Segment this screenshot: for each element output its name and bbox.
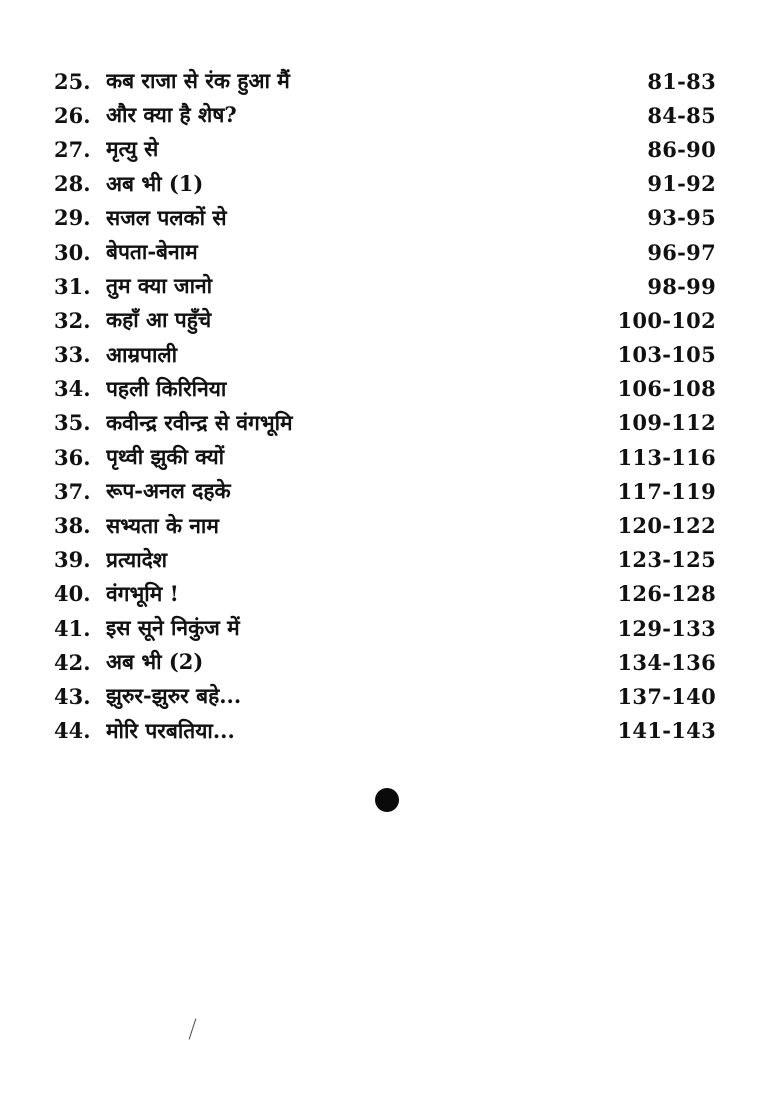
entry-number: 40. xyxy=(54,581,91,607)
entry-number: 34. xyxy=(54,376,91,402)
entry-pages: 96-97 xyxy=(647,239,716,265)
entry-pages: 113-116 xyxy=(617,444,716,470)
entry-title: वंगभूमि ! xyxy=(106,580,179,606)
entry-number: 41. xyxy=(54,615,91,641)
toc-entry xyxy=(54,269,716,303)
entry-pages: 81-83 xyxy=(647,68,716,94)
entry-number: 36. xyxy=(54,444,91,470)
entry-number: 38. xyxy=(54,513,91,539)
entry-number: 26. xyxy=(54,102,91,128)
toc-entry xyxy=(54,474,716,508)
entry-pages: 98-99 xyxy=(647,273,716,299)
entry-pages: 129-133 xyxy=(617,615,716,641)
entry-number: 31. xyxy=(54,273,91,299)
entry-pages: 103-105 xyxy=(617,342,716,368)
entry-title: मृत्यु से xyxy=(106,136,159,162)
end-bullet-icon xyxy=(375,788,399,812)
entry-pages: 106-108 xyxy=(617,376,716,402)
entry-number: 39. xyxy=(54,547,91,573)
toc-entry xyxy=(54,543,716,577)
entry-pages: 86-90 xyxy=(647,136,716,162)
entry-number: 43. xyxy=(54,683,91,709)
entry-title: सभ्यता के नाम xyxy=(106,512,219,538)
entry-title: पहली किरिनिया xyxy=(106,375,227,401)
entry-pages: 100-102 xyxy=(617,307,716,333)
entry-number: 30. xyxy=(54,239,91,265)
table-of-contents xyxy=(54,64,716,748)
entry-title: तुम क्या जानो xyxy=(106,273,213,299)
toc-entry xyxy=(54,645,716,679)
entry-title: मोरि परबतिया... xyxy=(106,717,235,743)
toc-entry xyxy=(54,338,716,372)
entry-pages: 134-136 xyxy=(617,649,716,675)
toc-entry xyxy=(54,372,716,406)
entry-number: 27. xyxy=(54,136,91,162)
entry-title: और क्या है शेष? xyxy=(106,102,237,128)
entry-number: 37. xyxy=(54,478,91,504)
toc-entry xyxy=(54,303,716,337)
pencil-mark xyxy=(189,1018,197,1039)
entry-number: 28. xyxy=(54,171,91,197)
toc-entry xyxy=(54,235,716,269)
entry-title: इस सूने निकुंज में xyxy=(106,615,240,641)
entry-title: कब राजा से रंक हुआ मैं xyxy=(106,68,290,94)
entry-number: 33. xyxy=(54,342,91,368)
entry-pages: 93-95 xyxy=(647,205,716,231)
entry-number: 44. xyxy=(54,718,91,744)
toc-entry xyxy=(54,167,716,201)
entry-pages: 137-140 xyxy=(617,683,716,709)
entry-pages: 141-143 xyxy=(617,718,716,744)
entry-number: 32. xyxy=(54,307,91,333)
entry-number: 35. xyxy=(54,410,91,436)
entry-number: 29. xyxy=(54,205,91,231)
toc-entry xyxy=(54,679,716,713)
toc-entry xyxy=(54,440,716,474)
entry-title: अब भी (1) xyxy=(106,170,204,196)
entry-title: अब भी (2) xyxy=(106,649,204,675)
toc-entry xyxy=(54,577,716,611)
toc-entry xyxy=(54,201,716,235)
entry-title: बेपता-बेनाम xyxy=(106,239,198,265)
entry-title: रूप-अनल दहके xyxy=(106,478,231,504)
entry-title: कवीन्द्र रवीन्द्र से वंगभूमि xyxy=(106,409,293,435)
entry-pages: 117-119 xyxy=(617,478,716,504)
toc-entry xyxy=(54,98,716,132)
entry-number: 25. xyxy=(54,68,91,94)
toc-entry xyxy=(54,508,716,542)
toc-entry xyxy=(54,406,716,440)
entry-title: कहाँ आ पहुँचे xyxy=(106,307,212,333)
entry-title: पृथ्वी झुकी क्यों xyxy=(106,444,225,470)
entry-number: 42. xyxy=(54,649,91,675)
toc-entry xyxy=(54,64,716,98)
entry-pages: 91-92 xyxy=(647,171,716,197)
entry-pages: 84-85 xyxy=(647,102,716,128)
entry-title: सजल पलकों से xyxy=(106,204,227,230)
entry-title: प्रत्यादेश xyxy=(106,546,168,572)
entry-pages: 126-128 xyxy=(617,581,716,607)
toc-entry xyxy=(54,132,716,166)
entry-title: झुरुर-झुरुर बहे... xyxy=(106,683,242,709)
entry-pages: 123-125 xyxy=(617,547,716,573)
toc-entry xyxy=(54,714,716,748)
toc-entry xyxy=(54,611,716,645)
entry-pages: 120-122 xyxy=(617,513,716,539)
entry-title: आम्रपाली xyxy=(106,341,178,367)
entry-pages: 109-112 xyxy=(617,410,716,436)
